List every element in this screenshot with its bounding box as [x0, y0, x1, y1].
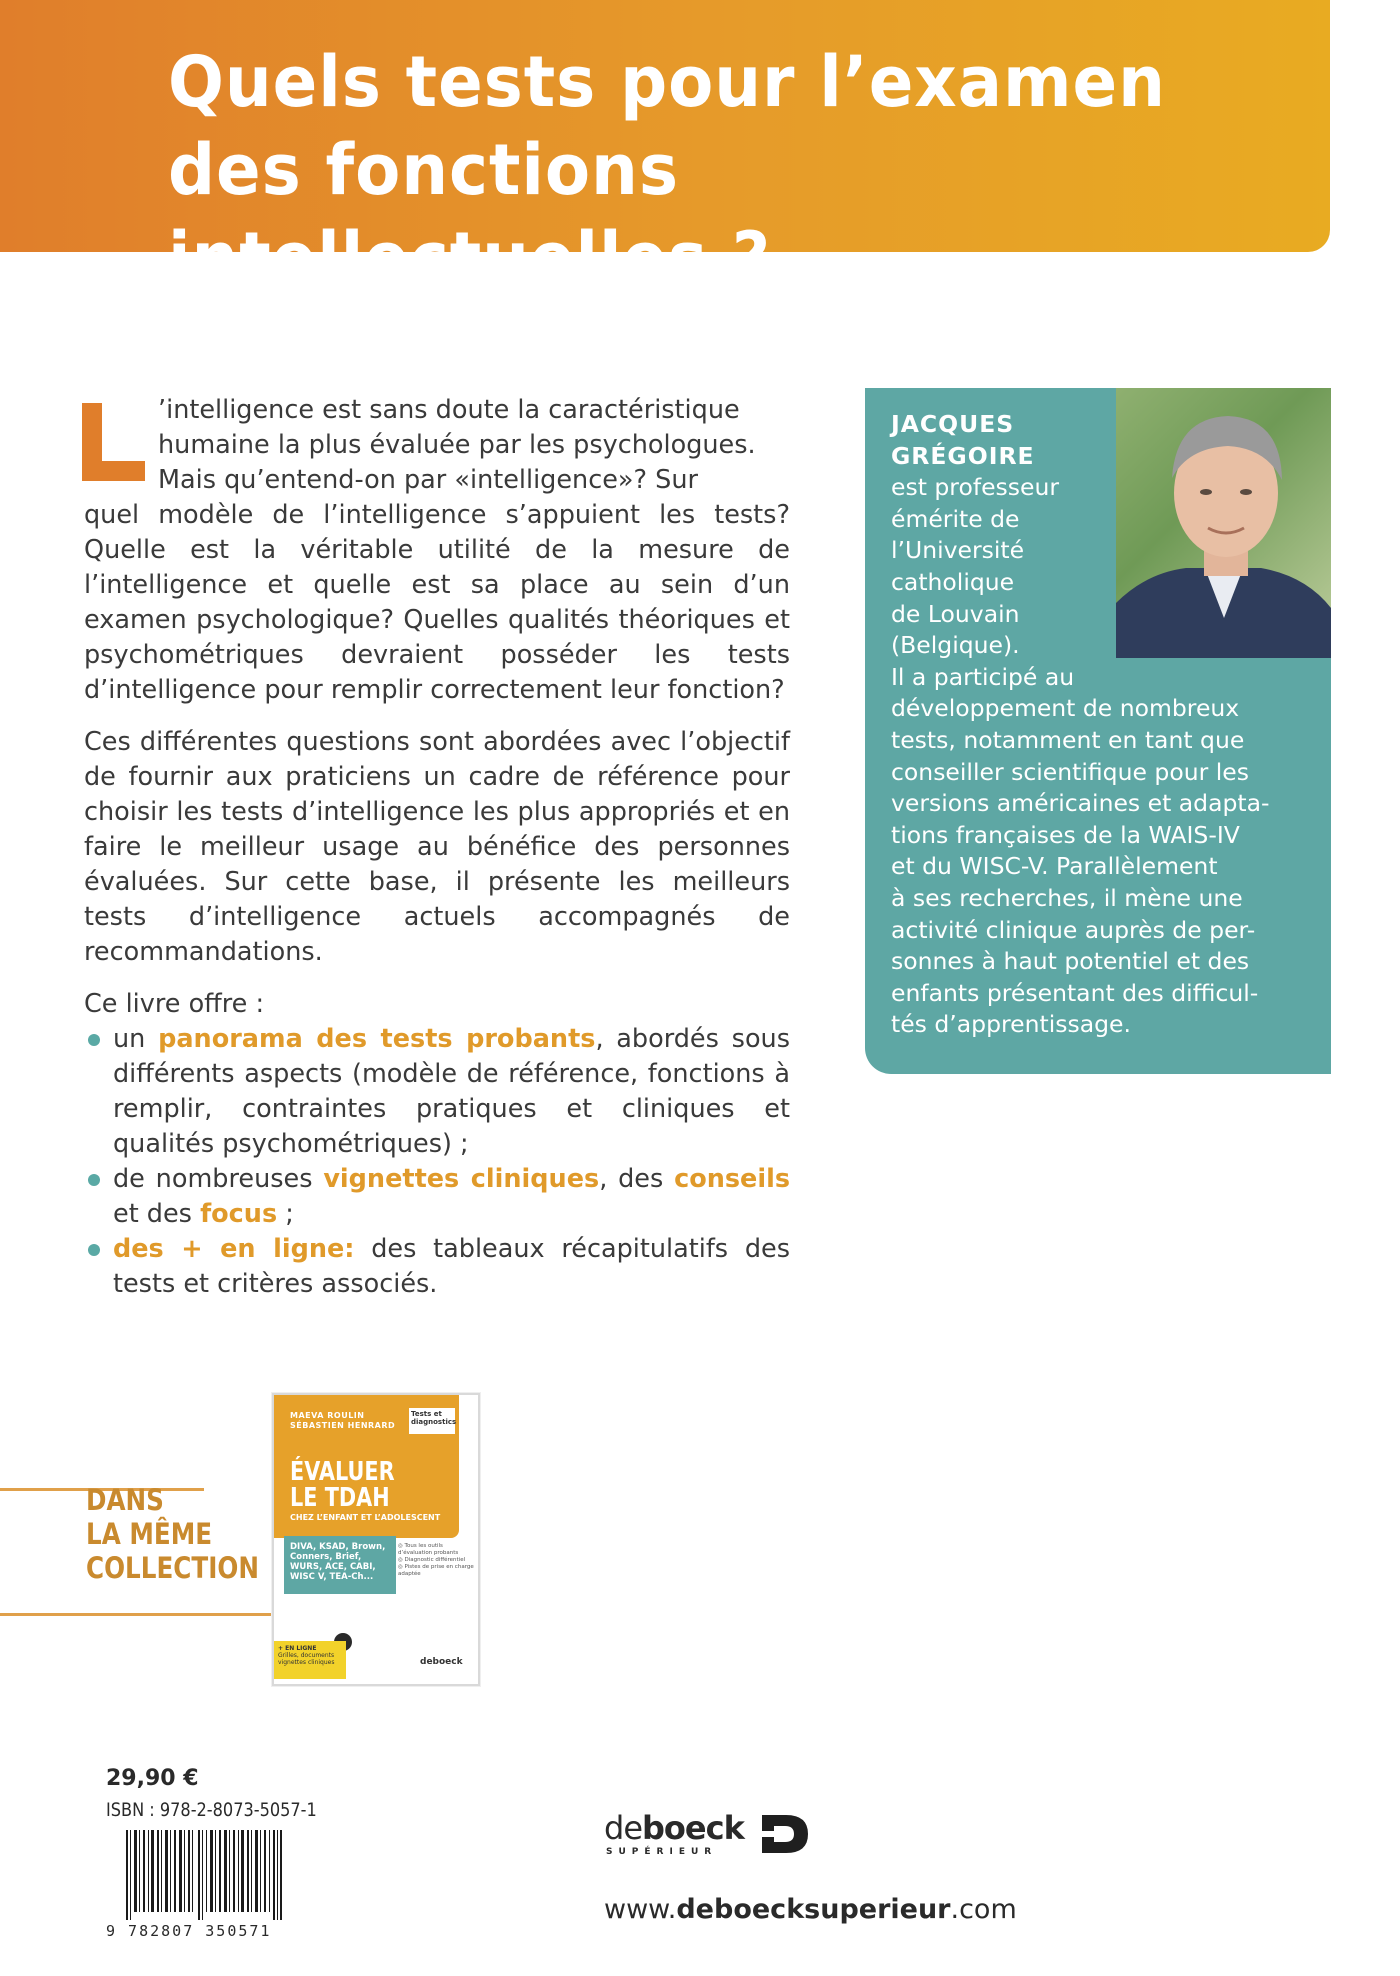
related-book-cover[interactable]	[272, 1393, 480, 1686]
mini-tests-box: DIVA, KSAD, Brown, Conners, Brief, WURS, ACE, CABI, WISC V, TEA-Ch...	[284, 1536, 396, 1594]
price: 29,90 €	[106, 1766, 199, 1791]
mini-subtitle: CHEZ L’ENFANT ET L’ADOLESCENT	[290, 1513, 441, 1522]
paragraph-2: Ces différentes questions sont abordées avec l’objectif de fournir aux praticiens un cadre de référence pour choisir les tests d’intelligence les plus appropriés et en faire le meilleur usage au bénéfice des personnes évaluées. Sur cette base, il présente les meilleurs tests d’intelligence actuels accompagnés de recommandations.	[84, 727, 790, 967]
website-link[interactable]: www.deboecksuperieur.com	[604, 1894, 1017, 1925]
mini-series: Tests et diagnostics	[409, 1408, 455, 1434]
mini-online-box: + EN LIGNE Grilles, documents vignettes cliniques	[274, 1641, 346, 1679]
mini-authors: MAEVA ROULIN SÉBASTIEN HENRARD	[290, 1411, 396, 1430]
author-name-line-2: GRÉGOIRE	[891, 441, 1035, 470]
mini-title: ÉVALUER LE TDAH	[290, 1457, 395, 1513]
offer-item-2: de nombreuses vignettes cliniques, des conseils et des focus ;	[84, 1162, 790, 1232]
book-title	[168, 38, 1221, 302]
publisher-d-icon	[760, 1813, 810, 1855]
barcode	[126, 1830, 282, 1920]
offer-item-1: un panorama des tests probants, abordés sous différents aspects (modèle de référence, fonctions à remplir, contraintes pratiques et cliniques et qualités psychométriques) ;	[84, 1022, 790, 1162]
barcode-digits: 9 782807 350571	[106, 1922, 272, 1940]
intro-paragraph: ’intelligence est sans doute la caractéristique humaine la plus évaluée par les psychologues. Mais qu’entend-on par «intelligence»? Sur quel modèle de l’intelligence s’appuient les tests? Quelle est la véritable utilité de la mesure de l’intelligence et quelle est sa place au sein d’un examen psychologique? Quelles qualités théoriques et psychométriques devraient posséder les tests d’intelligence pour remplir correctement leur fonction?	[84, 395, 790, 705]
offers-intro: Ce livre offre :	[84, 989, 265, 1019]
offers-list	[84, 1022, 790, 1302]
divider-bottom	[0, 1613, 272, 1616]
author-name-line-1: JACQUES	[891, 410, 1015, 438]
title-line-1: Quels tests pour l’examen	[168, 41, 1166, 123]
blurb	[84, 393, 790, 1302]
isbn: ISBN : 978-2-8073-5057-1	[106, 1799, 317, 1821]
mini-publisher: deboeck	[420, 1657, 463, 1667]
mini-features: ◎ Tous les outils d’évaluation probants ◎ Diagnostic différentiel ◎ Pistes de prise en charge adaptée	[398, 1543, 474, 1577]
offer-item-3: des + en ligne: des tableaux récapitulatifs des tests et critères associés.	[84, 1232, 790, 1302]
author-bio: JACQUES GRÉGOIRE est professeur émérite de l’Université catholique de Louvain (Belgique). Il a participé au développement de nombreux tests, notamment en tant que conseiller scientifique pour les versions américaines et adapta- tions françaises de la WAIS-IV et du WISC-V. Parallèlement à ses recherches, il mène une activité clinique auprès de per- sonnes à haut potentiel et des enfants présentant des difficul- tés d’apprentissage.	[891, 409, 1311, 1041]
same-collection-label: DANS LA MÊME COLLECTION	[86, 1483, 259, 1585]
title-line-2: des fonctions intellectuelles ?	[168, 129, 772, 299]
publisher-logo[interactable]: deboeck SUPÉRIEUR	[604, 1809, 814, 1857]
